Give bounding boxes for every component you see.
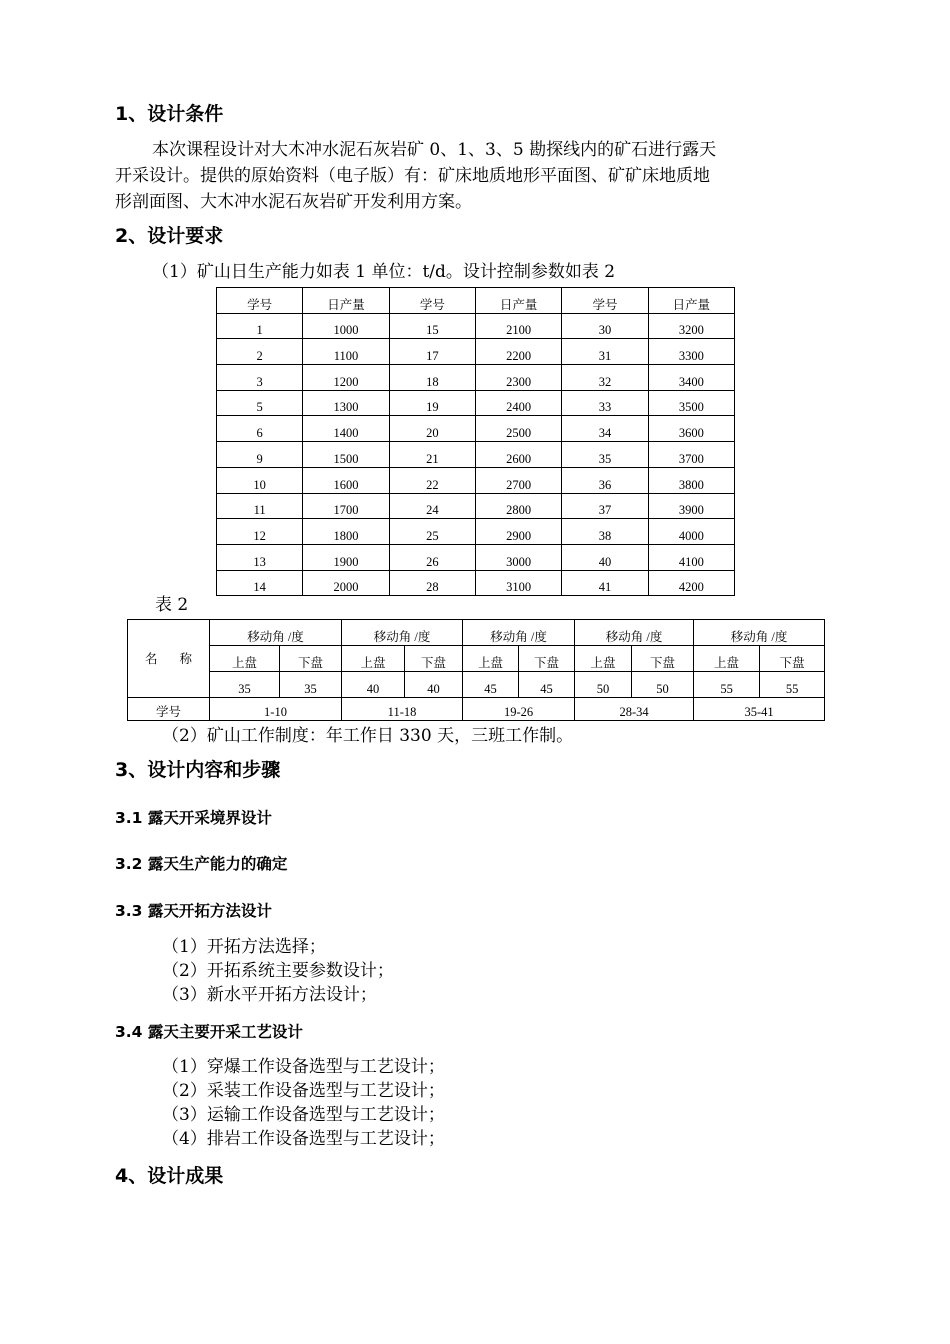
student-id-range: 1-10 bbox=[210, 698, 342, 721]
table-cell: 3100 bbox=[475, 570, 561, 596]
student-id-range: 19-26 bbox=[463, 698, 575, 721]
table-header-cell: 日产量 bbox=[475, 288, 561, 314]
section-3-2-title: 3.2 露天生产能力的确定 bbox=[115, 855, 288, 873]
table-cell: 3200 bbox=[648, 313, 734, 339]
table-cell: 26 bbox=[389, 544, 475, 570]
table-header-row bbox=[217, 288, 735, 314]
footwall-angle: 35 bbox=[280, 672, 342, 698]
table-cell: 4000 bbox=[648, 519, 734, 545]
table-cell: 2300 bbox=[475, 365, 561, 391]
section-1-title: 1、设计条件 bbox=[115, 103, 224, 125]
student-id-range: 28-34 bbox=[575, 698, 694, 721]
footwall-header: 下盘 bbox=[760, 646, 825, 672]
requirement-item-2: （2）矿山工作制度：年工作日 330 天，三班工作制。 bbox=[162, 726, 574, 746]
section-1-paragraph-line-1: 本次课程设计对大木冲水泥石灰岩矿 0、1、3、5 勘探线内的矿石进行露天 bbox=[152, 140, 717, 160]
table-cell: 36 bbox=[562, 467, 648, 493]
table-row bbox=[128, 672, 825, 698]
student-id-range: 35-41 bbox=[694, 698, 825, 721]
hanging-wall-angle: 50 bbox=[575, 672, 632, 698]
table-cell: 1600 bbox=[303, 467, 389, 493]
movement-angle-header: 移动角 /度 bbox=[342, 620, 463, 646]
table-cell: 25 bbox=[389, 519, 475, 545]
table-cell: 41 bbox=[562, 570, 648, 596]
table-row bbox=[217, 365, 735, 391]
table-cell: 33 bbox=[562, 390, 648, 416]
hanging-wall-header: 上盘 bbox=[575, 646, 632, 672]
section-3-title: 3、设计内容和步骤 bbox=[115, 759, 281, 781]
table-cell: 35 bbox=[562, 442, 648, 468]
table-header-cell: 学号 bbox=[217, 288, 303, 314]
section-3-4-item: （4）排岩工作设备选型与工艺设计； bbox=[162, 1129, 445, 1149]
table-cell: 3000 bbox=[475, 544, 561, 570]
table-row bbox=[217, 390, 735, 416]
hanging-wall-header: 上盘 bbox=[342, 646, 405, 672]
table-row bbox=[217, 519, 735, 545]
table-row bbox=[217, 442, 735, 468]
footwall-angle: 45 bbox=[519, 672, 575, 698]
table-cell: 32 bbox=[562, 365, 648, 391]
section-3-3-item: （1）开拓方法选择； bbox=[162, 937, 326, 957]
table-cell: 3 bbox=[217, 365, 303, 391]
table-cell: 3600 bbox=[648, 416, 734, 442]
table-cell: 1 bbox=[217, 313, 303, 339]
table-cell: 4100 bbox=[648, 544, 734, 570]
table-cell: 19 bbox=[389, 390, 475, 416]
table-cell: 3400 bbox=[648, 365, 734, 391]
table-row bbox=[217, 467, 735, 493]
table-cell: 2000 bbox=[303, 570, 389, 596]
table-cell: 21 bbox=[389, 442, 475, 468]
table-cell: 3800 bbox=[648, 467, 734, 493]
footwall-header: 下盘 bbox=[519, 646, 575, 672]
table-cell: 1400 bbox=[303, 416, 389, 442]
table-cell: 5 bbox=[217, 390, 303, 416]
table-cell: 2 bbox=[217, 339, 303, 365]
section-3-4-item: （1）穿爆工作设备选型与工艺设计； bbox=[162, 1057, 445, 1077]
movement-angle-header: 移动角 /度 bbox=[463, 620, 575, 646]
table-row bbox=[217, 313, 735, 339]
daily-capacity-table bbox=[216, 287, 735, 596]
table-cell: 2900 bbox=[475, 519, 561, 545]
table-header-cell: 学号 bbox=[562, 288, 648, 314]
table-cell: 10 bbox=[217, 467, 303, 493]
section-3-3-item: （2）开拓系统主要参数设计； bbox=[162, 961, 394, 981]
table-cell: 1700 bbox=[303, 493, 389, 519]
table-cell: 2800 bbox=[475, 493, 561, 519]
table-cell: 1900 bbox=[303, 544, 389, 570]
table-cell: 30 bbox=[562, 313, 648, 339]
section-3-3-title: 3.3 露天开拓方法设计 bbox=[115, 902, 272, 920]
table-cell: 38 bbox=[562, 519, 648, 545]
table-header-cell: 学号 bbox=[389, 288, 475, 314]
table-cell: 40 bbox=[562, 544, 648, 570]
movement-angle-header: 移动角 /度 bbox=[575, 620, 694, 646]
table-header-row bbox=[128, 620, 825, 646]
table-cell: 2200 bbox=[475, 339, 561, 365]
table-cell: 2600 bbox=[475, 442, 561, 468]
table-cell: 1500 bbox=[303, 442, 389, 468]
footwall-header: 下盘 bbox=[280, 646, 342, 672]
name-label-char: 称 bbox=[179, 651, 193, 666]
table-cell: 13 bbox=[217, 544, 303, 570]
table-cell: 2400 bbox=[475, 390, 561, 416]
table-cell: 37 bbox=[562, 493, 648, 519]
section-2-title: 2、设计要求 bbox=[115, 225, 224, 247]
name-label-char: 名 bbox=[144, 651, 158, 666]
section-3-4-title: 3.4 露天主要开采工艺设计 bbox=[115, 1023, 303, 1041]
section-1-paragraph-line-2: 开采设计。提供的原始资料（电子版）有：矿床地质地形平面图、矿矿床地质地 bbox=[115, 166, 710, 186]
table-cell: 4200 bbox=[648, 570, 734, 596]
table-cell: 17 bbox=[389, 339, 475, 365]
table-cell: 31 bbox=[562, 339, 648, 365]
table-cell: 3500 bbox=[648, 390, 734, 416]
table-cell: 24 bbox=[389, 493, 475, 519]
table-cell: 3700 bbox=[648, 442, 734, 468]
section-3-4-item: （3）运输工作设备选型与工艺设计； bbox=[162, 1105, 445, 1125]
table-cell: 1800 bbox=[303, 519, 389, 545]
table-cell: 3300 bbox=[648, 339, 734, 365]
table-cell: 2100 bbox=[475, 313, 561, 339]
table-row bbox=[128, 698, 825, 721]
table-row bbox=[217, 544, 735, 570]
table-cell: 1200 bbox=[303, 365, 389, 391]
student-id-range: 11-18 bbox=[342, 698, 463, 721]
footwall-angle: 40 bbox=[405, 672, 463, 698]
requirement-item-1: （1）矿山日生产能力如表 1 单位：t/d。设计控制参数如表 2 bbox=[152, 262, 616, 282]
name-header-cell bbox=[128, 620, 210, 698]
table-cell: 9 bbox=[217, 442, 303, 468]
section-3-3-item: （3）新水平开拓方法设计； bbox=[162, 985, 377, 1005]
hanging-wall-header: 上盘 bbox=[463, 646, 519, 672]
footwall-header: 下盘 bbox=[405, 646, 463, 672]
hanging-wall-angle: 35 bbox=[210, 672, 280, 698]
movement-angle-header: 移动角 /度 bbox=[694, 620, 825, 646]
table-cell: 6 bbox=[217, 416, 303, 442]
table-2-caption: 表 2 bbox=[155, 595, 189, 615]
table-cell: 3900 bbox=[648, 493, 734, 519]
table-cell: 1300 bbox=[303, 390, 389, 416]
table-header-cell: 日产量 bbox=[648, 288, 734, 314]
table-cell: 22 bbox=[389, 467, 475, 493]
design-parameter-table bbox=[127, 619, 825, 721]
footwall-header: 下盘 bbox=[632, 646, 694, 672]
table-row bbox=[217, 416, 735, 442]
footwall-angle: 55 bbox=[760, 672, 825, 698]
hanging-wall-angle: 55 bbox=[694, 672, 760, 698]
table-row bbox=[217, 570, 735, 596]
table-cell: 15 bbox=[389, 313, 475, 339]
table-header-cell: 日产量 bbox=[303, 288, 389, 314]
hanging-wall-header: 上盘 bbox=[694, 646, 760, 672]
section-3-4-item: （2）采装工作设备选型与工艺设计； bbox=[162, 1081, 445, 1101]
table-cell: 11 bbox=[217, 493, 303, 519]
table-row bbox=[217, 493, 735, 519]
table-cell: 28 bbox=[389, 570, 475, 596]
student-id-label: 学号 bbox=[128, 698, 210, 721]
section-4-title: 4、设计成果 bbox=[115, 1165, 224, 1187]
movement-angle-header: 移动角 /度 bbox=[210, 620, 342, 646]
table-cell: 2700 bbox=[475, 467, 561, 493]
table-cell: 20 bbox=[389, 416, 475, 442]
table-cell: 14 bbox=[217, 570, 303, 596]
hanging-wall-angle: 40 bbox=[342, 672, 405, 698]
section-3-1-title: 3.1 露天开采境界设计 bbox=[115, 809, 272, 827]
footwall-angle: 50 bbox=[632, 672, 694, 698]
table-cell: 12 bbox=[217, 519, 303, 545]
table-cell: 1100 bbox=[303, 339, 389, 365]
table-cell: 34 bbox=[562, 416, 648, 442]
table-row bbox=[217, 339, 735, 365]
hanging-wall-header: 上盘 bbox=[210, 646, 280, 672]
table-cell: 18 bbox=[389, 365, 475, 391]
section-1-paragraph-line-3: 形剖面图、大木冲水泥石灰岩矿开发利用方案。 bbox=[115, 192, 472, 212]
hanging-wall-angle: 45 bbox=[463, 672, 519, 698]
name-label bbox=[145, 651, 192, 667]
table-cell: 2500 bbox=[475, 416, 561, 442]
table-subheader-row bbox=[128, 646, 825, 672]
table-cell: 1000 bbox=[303, 313, 389, 339]
